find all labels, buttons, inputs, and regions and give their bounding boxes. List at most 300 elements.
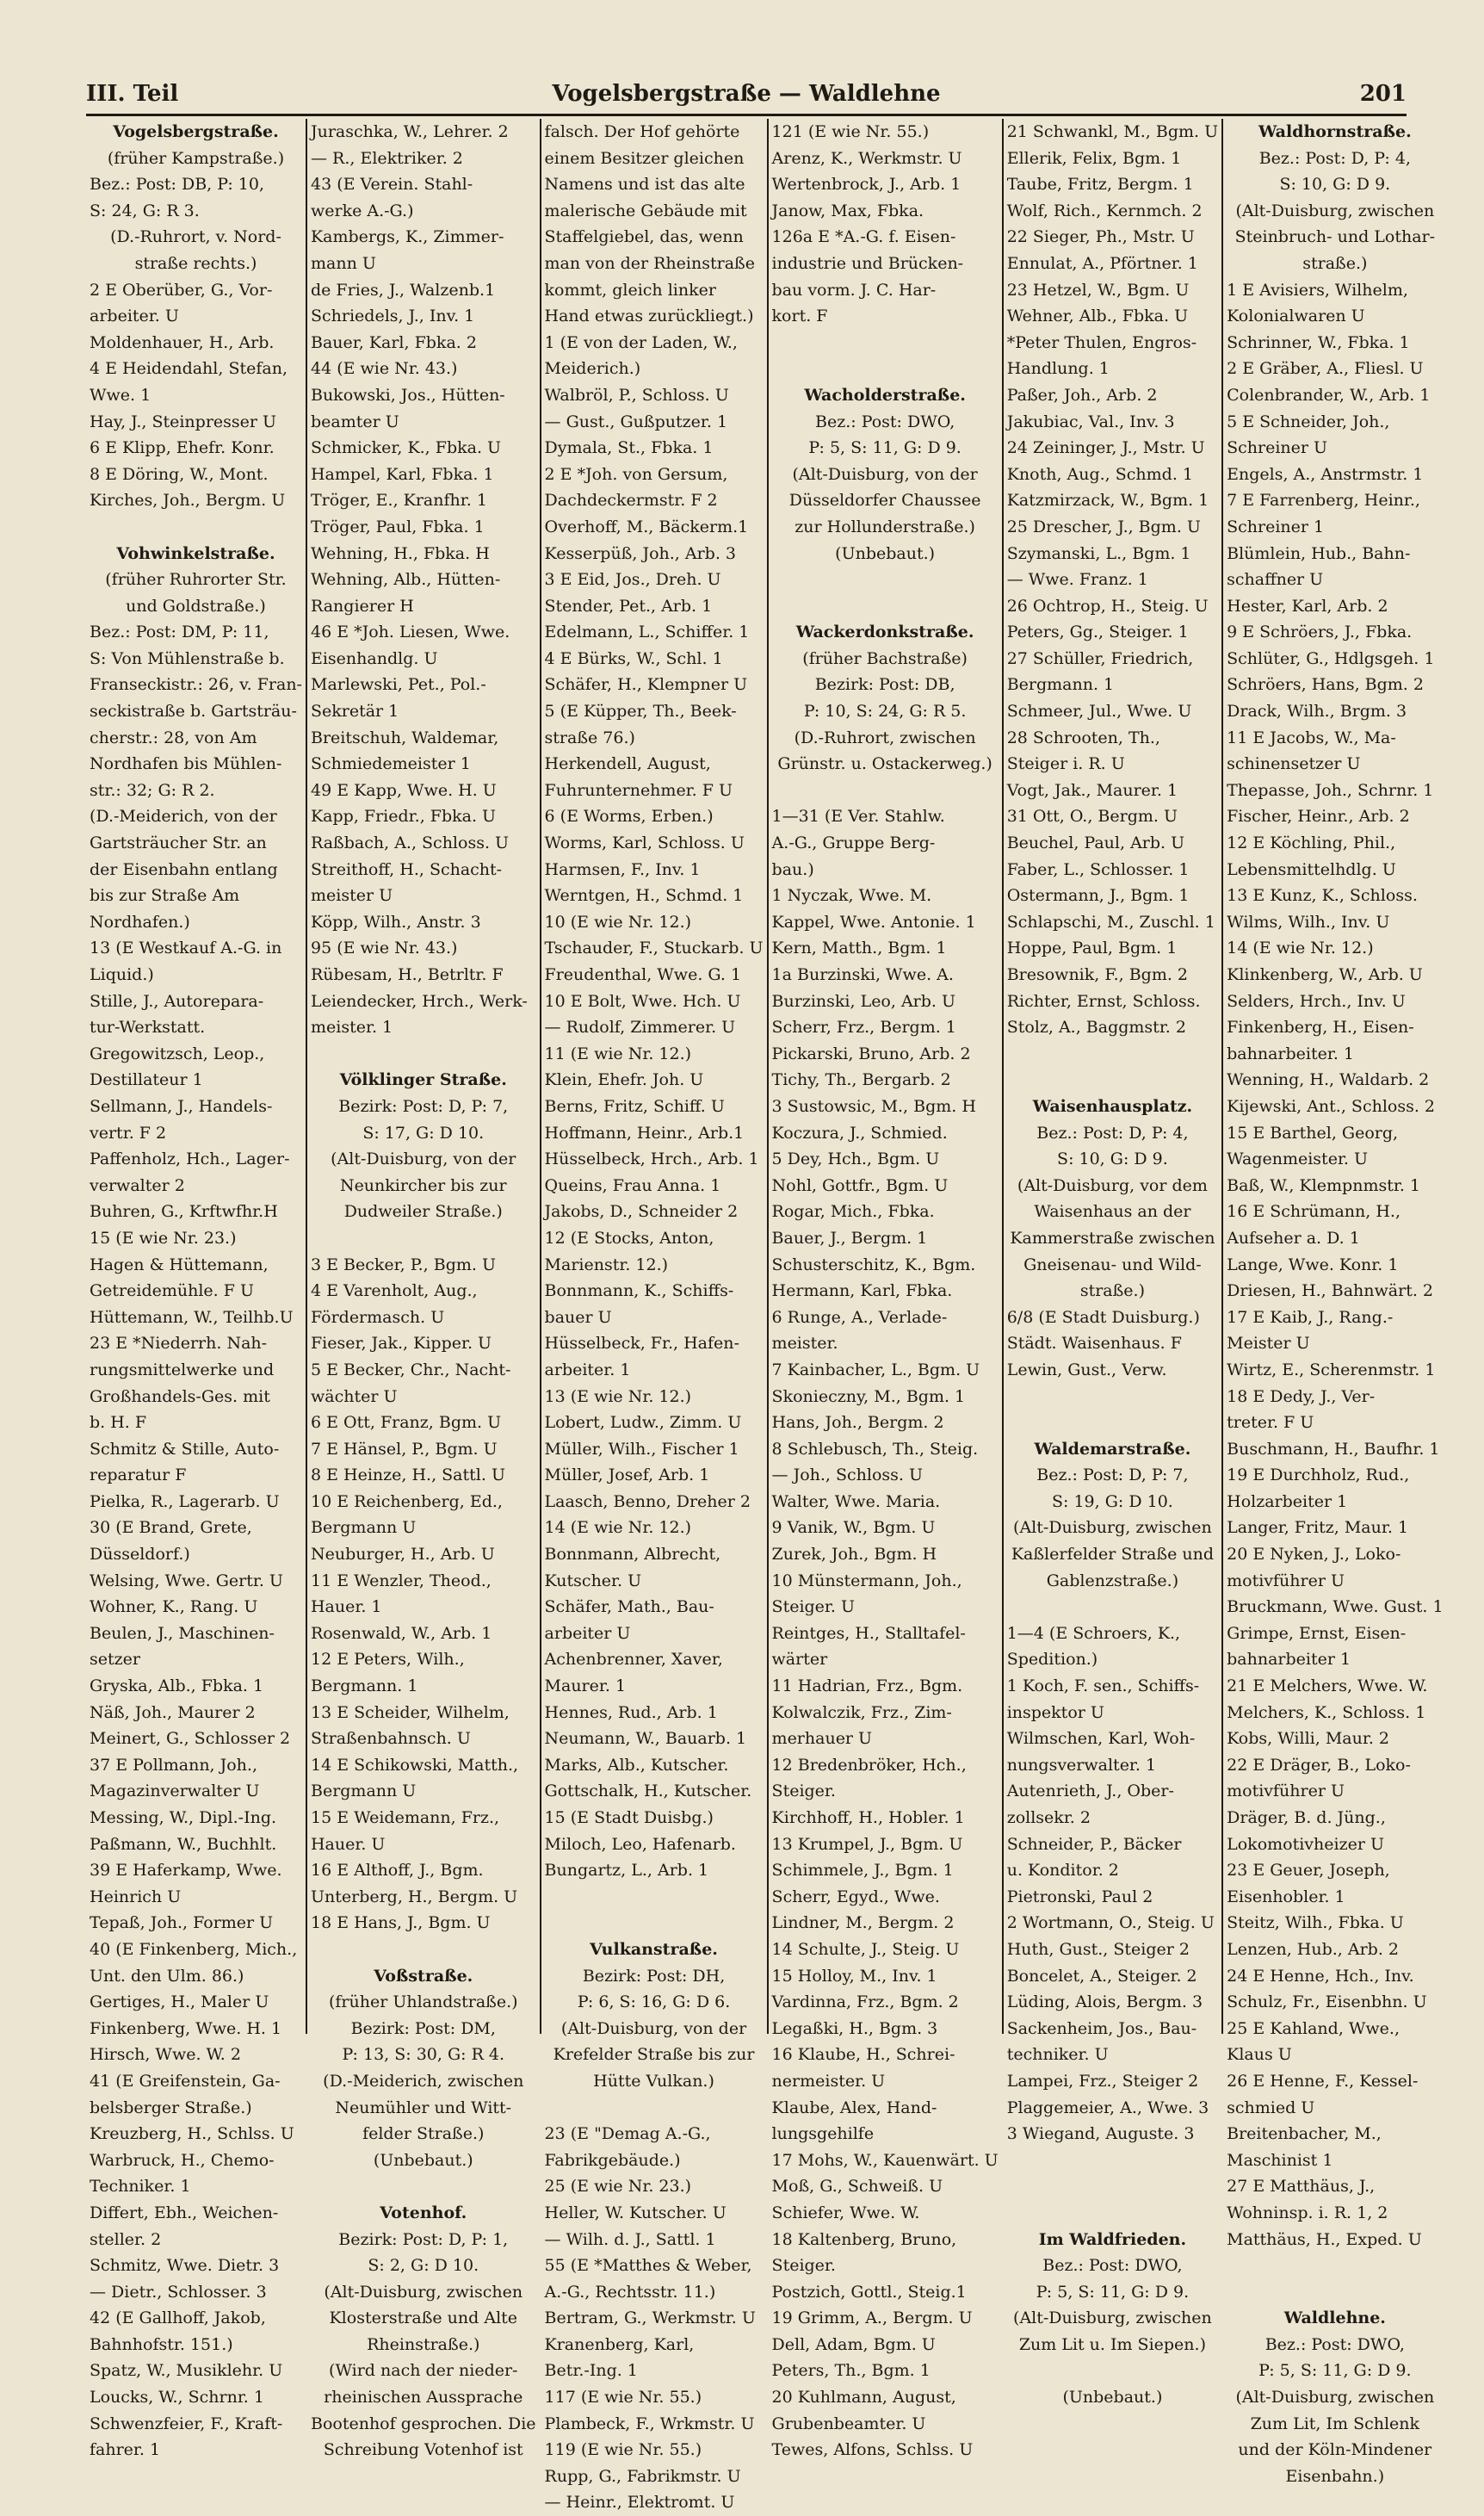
directory-line: (Alt-Duisburg, von der	[331, 1150, 516, 1169]
directory-line: Hoppe, Paul, Bgm. 1	[1006, 939, 1178, 958]
directory-line: Plambeck, F., Wrkmstr. U	[544, 2414, 755, 2433]
directory-line: Neumann, W., Bauarb. 1	[544, 1729, 747, 1749]
spacer	[545, 1910, 764, 1937]
directory-line: 25 E Kahland, Wwe.,	[1227, 2018, 1401, 2038]
directory-line: man von der Rheinstraße	[544, 253, 755, 273]
directory-line: Selders, Hrch., Inv. U	[1227, 991, 1406, 1011]
spacer	[311, 1041, 536, 1068]
directory-line: str.: 32; G: R 2.	[90, 780, 215, 800]
directory-line: Bresownik, F., Bgm. 2	[1006, 965, 1189, 984]
directory-line: S: 24, G: R 3.	[90, 201, 200, 220]
spacer	[1007, 1067, 1218, 1094]
directory-line: 1—31 (E Ver. Stahlw.	[771, 807, 945, 827]
directory-line: Katzmirzack, W., Bgm. 1	[1006, 491, 1209, 511]
directory-line: Bez.: Post: D, P: 4,	[1258, 148, 1411, 168]
directory-line: seckistraße b. Gartsträu-	[90, 702, 297, 722]
directory-line: Messing, W., Dipl.-Ing.	[90, 1808, 277, 1827]
directory-line: 18 Kaltenberg, Bruno,	[771, 2229, 957, 2249]
directory-line: Betr.-Ing. 1	[544, 2361, 638, 2381]
directory-line: Rupp, G., Fabrikmstr. U	[544, 2466, 741, 2486]
directory-line: Harmsen, F., Inv. 1	[544, 859, 701, 879]
directory-line: — R., Elektriker. 2	[310, 148, 463, 168]
directory-line: Tichy, Th., Bergarb. 2	[771, 1070, 951, 1090]
directory-line: Walter, Wwe. Maria.	[771, 1491, 941, 1511]
directory-line: Langer, Fritz, Maur. 1	[1227, 1518, 1409, 1538]
directory-line: 6 E Klipp, Ehefr. Konr.	[90, 438, 275, 458]
directory-line: Hand etwas zurückliegt.)	[544, 307, 754, 326]
directory-line: 1 E Avisiers, Wilhelm,	[1227, 280, 1408, 300]
directory-line: Buhren, G., Krftwfhr.H	[90, 1202, 278, 1222]
directory-line: 15 E Barthel, Georg,	[1227, 1123, 1399, 1143]
directory-line: Bez.: Post: DM, P: 11,	[90, 623, 269, 642]
directory-line: Schlapschi, M., Zuschl. 1	[1006, 912, 1215, 932]
directory-line: 1—4 (E Schroers, K.,	[1006, 1623, 1181, 1643]
directory-line: (D.-Meiderich, zwischen	[323, 2071, 524, 2091]
directory-line: 9 E Schröers, J., Fbka.	[1227, 623, 1413, 642]
directory-line: Aufseher a. D. 1	[1227, 1228, 1360, 1248]
directory-line: 10 (E wie Nr. 12.)	[544, 912, 692, 932]
directory-line: Kapp, Friedr., Fbka. U	[310, 807, 497, 827]
directory-line: Ellerik, Felix, Bgm. 1	[1006, 148, 1182, 168]
directory-line: Eisenhobler. 1	[1227, 1887, 1345, 1906]
directory-line: 21 E Melchers, Wwe. W.	[1227, 1676, 1428, 1696]
directory-line: Müller, Josef, Arb. 1	[544, 1466, 710, 1485]
directory-line: Schwenzfeier, F., Kraft-	[90, 2414, 283, 2433]
directory-line: Kern, Matth., Bgm. 1	[771, 939, 947, 958]
directory-line: Klinkenberg, W., Arb. U	[1227, 965, 1423, 984]
street-heading: Waldhornstraße.	[1258, 122, 1412, 141]
directory-line: — Heinr., Elektromt. U	[544, 2493, 735, 2513]
directory-line: Worms, Karl, Schloss. U	[544, 834, 745, 853]
directory-line: 3 Sustowsic, M., Bgm. H	[771, 1096, 976, 1116]
directory-line: Vogt, Jak., Maurer. 1	[1006, 780, 1178, 800]
directory-line: Düsseldorfer Chaussee	[788, 491, 981, 511]
directory-line: 22 Sieger, Ph., Mstr. U	[1006, 227, 1195, 247]
directory-line: malerische Gebäude mit	[544, 201, 747, 220]
directory-line: 15 (E wie Nr. 23.)	[90, 1228, 237, 1248]
spacer	[772, 356, 999, 382]
directory-line: Wirtz, E., Scherenmstr. 1	[1227, 1360, 1436, 1379]
directory-line: u. Konditor. 2	[1006, 1861, 1119, 1881]
directory-line: 15 Holloy, M., Inv. 1	[771, 1966, 937, 1986]
directory-line: Paßer, Joh., Arb. 2	[1006, 385, 1158, 405]
directory-line: nungsverwalter. 1	[1006, 1755, 1157, 1775]
directory-line: Heller, W. Kutscher. U	[544, 2203, 727, 2222]
directory-line: 1 Koch, F. sen., Schiffs-	[1006, 1676, 1200, 1696]
directory-line: A.-G., Gruppe Berg-	[771, 834, 936, 853]
directory-line: Dymala, St., Fbka. 1	[544, 438, 714, 458]
directory-line: 1 (E von der Laden, W.,	[544, 332, 738, 352]
directory-line: zur Hollunderstraße.)	[795, 517, 975, 536]
directory-line: 39 E Haferkamp, Wwe.	[90, 1861, 282, 1881]
directory-line: Achenbrenner, Xaver,	[544, 1650, 723, 1670]
directory-line: Marlewski, Pet., Pol.-	[310, 675, 486, 695]
page-header	[86, 77, 1407, 116]
directory-line: Bez.: Post: D, P: 7,	[1036, 1466, 1189, 1485]
directory-line: verwalter 2	[90, 1175, 185, 1195]
directory-line: Juraschka, W., Lehrer. 2	[310, 122, 509, 141]
directory-line: Eisenhandlg. U	[310, 648, 438, 668]
directory-line: 23 (E "Demag A.-G.,	[544, 2124, 711, 2144]
directory-line: Buschmann, H., Baufhr. 1	[1227, 1439, 1440, 1459]
directory-line: Franseckistr.: 26, v. Fran-	[90, 675, 302, 695]
directory-line: Köpp, Wilh., Anstr. 3	[310, 912, 481, 932]
directory-line: Schmitz, Wwe. Dietr. 3	[90, 2256, 280, 2276]
directory-line: Schrinner, W., Fbka. 1	[1227, 332, 1410, 352]
directory-line: (Alt-Duisburg, von der	[792, 464, 978, 484]
directory-line: 55 (E *Matthes & Weber,	[544, 2256, 752, 2276]
directory-line: Kambergs, K., Zimmer-	[310, 227, 504, 247]
directory-line: Colenbrander, W., Arb. 1	[1227, 385, 1431, 405]
directory-line: Kirches, Joh., Bergm. U	[90, 491, 286, 511]
directory-line: 95 (E wie Nr. 43.)	[310, 939, 458, 958]
directory-line: Differt, Ebh., Weichen-	[90, 2203, 279, 2222]
directory-line: Kobs, Willi, Maur. 2	[1227, 1729, 1390, 1749]
directory-line: Eisenbahn.)	[1285, 2466, 1385, 2486]
directory-line: 28 Schrooten, Th.,	[1006, 728, 1160, 747]
directory-line: Schmeer, Jul., Wwe. U	[1006, 702, 1192, 722]
directory-line: 25 Drescher, J., Bgm. U	[1006, 517, 1201, 536]
directory-line: Hester, Karl, Arb. 2	[1227, 596, 1388, 616]
directory-line: Paßmann, W., Buchhlt.	[90, 1834, 277, 1854]
directory-line: 5 (E Küpper, Th., Beek-	[544, 702, 737, 722]
directory-line: Müller, Wilh., Fischer 1	[544, 1439, 739, 1459]
directory-line: Gregowitzsch, Leop.,	[90, 1044, 265, 1063]
directory-line: Dudweiler Straße.)	[343, 1202, 503, 1222]
directory-line: Lobert, Ludw., Zimm. U	[544, 1413, 742, 1433]
directory-line: Meister U	[1227, 1334, 1310, 1354]
directory-line: Fabrikgebäude.)	[544, 2150, 681, 2170]
directory-line: Burzinski, Leo, Arb. U	[771, 991, 956, 1011]
directory-line: Stender, Pet., Arb. 1	[544, 596, 713, 616]
directory-line: Jakubiac, Val., Inv. 3	[1006, 412, 1175, 431]
directory-line: Marks, Alb., Kutscher.	[544, 1755, 729, 1775]
directory-line: P: 13, S: 30, G: R 4.	[342, 2045, 505, 2065]
directory-line: zollsekr. 2	[1006, 1808, 1091, 1827]
directory-line: 117 (E wie Nr. 55.)	[544, 2388, 702, 2408]
directory-line: 12 E Köchling, Phil.,	[1227, 834, 1396, 853]
directory-line: Sackenheim, Jos., Bau-	[1006, 2018, 1197, 2038]
directory-line: Neumühler und Witt-	[335, 2098, 512, 2117]
directory-line: Drack, Wilh., Brgm. 3	[1227, 702, 1407, 722]
directory-line: Marienstr. 12.)	[544, 1255, 669, 1274]
directory-line: Szymanski, L., Bgm. 1	[1006, 543, 1191, 563]
directory-line: fahrer. 1	[90, 2440, 161, 2460]
directory-line: Rangierer H	[310, 596, 414, 616]
directory-line: Wehning, H., Fbka. H	[310, 543, 490, 563]
directory-line: 119 (E wie Nr. 55.)	[544, 2440, 702, 2460]
directory-line: Bez.: Post: DWO,	[1042, 2256, 1183, 2276]
page-number: 201	[1359, 81, 1407, 107]
directory-line: bau vorm. J. C. Har-	[771, 280, 937, 300]
directory-line: — Rudolf, Zimmerer. U	[544, 1018, 736, 1038]
directory-line: Finkenberg, Wwe. H. 1	[90, 2018, 282, 2038]
directory-line: Kesserpüß, Joh., Arb. 3	[544, 543, 737, 563]
street-heading: Im Waldfrieden.	[1038, 2229, 1187, 2249]
directory-line: 44 (E wie Nr. 43.)	[310, 359, 458, 379]
directory-line: Fördermasch. U	[310, 1307, 445, 1327]
directory-line: Hüttemann, W., Teilhb.U	[90, 1307, 294, 1327]
directory-line: 26 E Henne, F., Kessel-	[1227, 2071, 1419, 2091]
directory-line: Techniker. 1	[90, 2177, 191, 2197]
directory-line: Paffenholz, Hch., Lager-	[90, 1150, 290, 1169]
directory-line: 31 Ott, O., Bergm. U	[1006, 807, 1178, 827]
directory-line: Moß, G., Schweiß. U	[771, 2177, 943, 2197]
directory-line: Kutscher. U	[544, 1571, 642, 1590]
directory-line: wächter U	[310, 1386, 398, 1406]
directory-line: werke A.-G.)	[310, 201, 414, 220]
directory-line: setzer	[90, 1650, 140, 1670]
directory-line: de Fries, J., Walzenb.1	[310, 280, 496, 300]
directory-line: Hauer. U	[310, 1834, 386, 1854]
directory-line: Bezirk: Post: D, P: 7,	[338, 1096, 509, 1116]
directory-line: Dräger, B. d. Jüng.,	[1227, 1808, 1386, 1827]
directory-line: Janow, Max, Fbka.	[771, 201, 924, 220]
directory-line: 23 E Geuer, Joseph,	[1227, 1861, 1390, 1881]
directory-line: der Eisenbahn entlang	[90, 859, 278, 879]
directory-line: (Alt-Duisburg, zwischen	[1013, 2308, 1212, 2328]
directory-line: 18 E Dedy, J., Ver-	[1227, 1386, 1376, 1406]
directory-line: Wwe. 1	[90, 385, 151, 405]
directory-column	[541, 119, 769, 2513]
directory-line: Bauer, J., Bergm. 1	[771, 1228, 928, 1248]
directory-line: (früher Uhlandstraße.)	[328, 1992, 518, 2012]
directory-line: Lampei, Frz., Steiger 2	[1006, 2071, 1199, 2091]
directory-line: Steinbruch- und Lothar-	[1234, 227, 1436, 247]
spacer	[545, 2095, 764, 2122]
directory-line: Ostermann, J., Bgm. 1	[1006, 886, 1190, 906]
directory-line: bis zur Straße Am	[90, 886, 240, 906]
directory-line: (Alt-Duisburg, vor dem	[1017, 1175, 1208, 1195]
directory-line: (Alt-Duisburg, zwischen	[324, 2282, 523, 2302]
directory-line: Wohner, K., Rang. U	[90, 1597, 258, 1617]
directory-line: 5 E Becker, Chr., Nacht-	[310, 1360, 511, 1379]
directory-line: Welsing, Wwe. Gertr. U	[90, 1571, 283, 1590]
spacer	[311, 2173, 536, 2200]
directory-line: 4 E Varenholt, Aug.,	[310, 1281, 478, 1301]
directory-line: Maschinist 1	[1227, 2150, 1333, 2170]
spacer	[311, 1937, 536, 1963]
directory-line: P: 6, S: 16, G: D 6.	[577, 1992, 731, 2012]
street-heading: Voßstraße.	[374, 1966, 473, 1986]
directory-line: Bergmann U	[310, 1518, 417, 1538]
directory-line: Lokomotivheizer U	[1227, 1834, 1384, 1854]
directory-line: 49 E Kapp, Wwe. H. U	[310, 780, 497, 800]
street-heading: Völklinger Straße.	[339, 1070, 507, 1090]
directory-line: Großhandels-Ges. mit	[90, 1386, 270, 1406]
directory-line: Bruckmann, Wwe. Gust. 1	[1227, 1597, 1444, 1617]
spacer	[1007, 2358, 1218, 2384]
directory-line: Bezirk: Post: DH,	[582, 1966, 726, 1986]
running-title: Vogelsbergstraße — Waldlehne	[552, 81, 941, 107]
directory-line: Herkendell, August,	[544, 754, 711, 774]
directory-line: — Joh., Schloss. U	[771, 1466, 923, 1485]
directory-line: Kijewski, Ant., Schloss. 2	[1227, 1096, 1436, 1116]
directory-columns	[86, 119, 1444, 2513]
directory-line: 19 E Durchholz, Rud.,	[1227, 1466, 1410, 1485]
directory-line: (früher Kampstraße.)	[107, 148, 285, 168]
directory-line: Peters, Th., Bgm. 1	[771, 2361, 931, 2381]
directory-line: 12 (E Stocks, Anton,	[544, 1228, 714, 1248]
directory-line: Hüsselbeck, Fr., Hafen-	[544, 1334, 739, 1354]
spacer	[311, 1225, 536, 1252]
directory-line: 16 E Althoff, J., Bgm.	[310, 1861, 484, 1881]
directory-line: 23 Hetzel, W., Bgm. U	[1006, 280, 1190, 300]
directory-line: Wagenmeister. U	[1227, 1150, 1369, 1169]
directory-line: Bergmann. 1	[310, 1676, 418, 1696]
spacer	[1007, 1410, 1218, 1436]
directory-line: merhauer U	[771, 1729, 873, 1749]
directory-line: Streithoff, H., Schacht-	[310, 859, 503, 879]
directory-line: Plaggemeier, A., Wwe. 3	[1006, 2098, 1209, 2117]
directory-line: Fischer, Heinr., Arb. 2	[1227, 807, 1410, 827]
directory-line: Hampel, Karl, Fbka. 1	[310, 464, 494, 484]
directory-line: Bonnmann, K., Schiffs-	[544, 1281, 734, 1301]
directory-line: 13 (E wie Nr. 12.)	[544, 1386, 692, 1406]
spacer	[1227, 2253, 1443, 2279]
directory-line: 2 E Oberüber, G., Vor-	[90, 280, 273, 300]
directory-line: Kaßlerfelder Straße und	[1011, 1545, 1214, 1565]
directory-line: Kirchhoff, H., Hobler. 1	[771, 1808, 965, 1827]
directory-line: Taube, Fritz, Bergm. 1	[1006, 175, 1194, 195]
directory-line: Schmicker, K., Fbka. U	[310, 438, 502, 458]
directory-line: Spatz, W., Musiklehr. U	[90, 2361, 283, 2381]
directory-line: Richter, Ernst, Schloss.	[1006, 991, 1201, 1011]
directory-line: Freudenthal, Wwe. G. 1	[544, 965, 742, 984]
directory-line: Bez.: Post: DB, P: 10,	[90, 175, 265, 195]
directory-line: Tschauder, F., Stuckarb. U	[544, 939, 764, 958]
street-heading: Wacholderstraße.	[804, 385, 966, 405]
directory-line: Handlung. 1	[1006, 359, 1110, 379]
directory-line: schmied U	[1227, 2098, 1315, 2117]
directory-line: Hermann, Karl, Fbka.	[771, 1281, 953, 1301]
directory-line: 14 E Schikowski, Matth.,	[310, 1755, 519, 1775]
directory-line: Lenzen, Hub., Arb. 2	[1227, 1939, 1400, 1959]
directory-line: Breitenbacher, M.,	[1227, 2124, 1382, 2144]
street-heading: Vulkanstraße.	[590, 1939, 718, 1959]
directory-line: 121 (E wie Nr. 55.)	[771, 122, 930, 141]
directory-line: (Alt-Duisburg, von der	[560, 2018, 747, 2038]
directory-line: 1a Burzinski, Wwe. A.	[771, 965, 954, 984]
directory-line: kort. F	[771, 307, 828, 326]
directory-line: 30 (E Brand, Grete,	[90, 1518, 252, 1538]
directory-line: — Wwe. Franz. 1	[1006, 570, 1148, 590]
directory-line: Schmiedemeister 1	[310, 754, 471, 774]
directory-line: Matthäus, H., Exped. U	[1227, 2229, 1422, 2249]
directory-line: 11 (E wie Nr. 12.)	[544, 1044, 692, 1063]
directory-line: treter. F U	[1227, 1413, 1314, 1433]
directory-line: Kolwalczik, Frz., Zim-	[771, 1702, 952, 1722]
directory-line: Edelmann, L., Schiffer. 1	[544, 623, 750, 642]
directory-line: Näß, Joh., Maurer 2	[90, 1702, 256, 1722]
directory-line: Wilms, Wilh., Inv. U	[1227, 912, 1390, 932]
directory-line: Destillateur 1	[90, 1070, 203, 1090]
directory-line: Hennes, Rud., Arb. 1	[544, 1702, 718, 1722]
directory-line: 6 E Ott, Franz, Bgm. U	[310, 1413, 502, 1433]
directory-column	[1004, 119, 1223, 2408]
directory-line: (früher Ruhrorter Str.	[105, 570, 287, 590]
directory-line: S: 19, G: D 10.	[1052, 1491, 1173, 1511]
directory-line: 7 E Farrenberg, Heinr.,	[1227, 491, 1420, 511]
directory-line: Unterberg, H., Bergm. U	[310, 1887, 518, 1906]
directory-line: Dachdeckermstr. F 2	[544, 491, 718, 511]
directory-line: Wolf, Rich., Kernmch. 2	[1006, 201, 1203, 220]
directory-line: Reintges, H., Stalltafel-	[771, 1623, 966, 1643]
directory-line: 13 Krumpel, J., Bgm. U	[771, 1834, 963, 1854]
directory-line: und der Köln-Mindener	[1238, 2440, 1432, 2460]
directory-line: Jakobs, D., Schneider 2	[544, 1202, 739, 1222]
directory-line: P: 10, S: 24, G: R 5.	[803, 702, 967, 722]
directory-line: Wehner, Alb., Fbka. U	[1006, 307, 1189, 326]
directory-line: 5 E Schneider, Joh.,	[1227, 412, 1390, 431]
directory-line: Koczura, J., Schmied.	[771, 1123, 948, 1143]
directory-line: Gablenzstraße.)	[1046, 1571, 1179, 1590]
directory-line: Klaube, Alex, Hand-	[771, 2098, 937, 2117]
directory-line: Driesen, H., Bahnwärt. 2	[1227, 1281, 1433, 1301]
directory-line: Schiefer, Wwe. W.	[771, 2203, 920, 2222]
directory-line: Bezirk: Post: DM,	[350, 2018, 496, 2038]
directory-line: Pielka, R., Lagerarb. U	[90, 1491, 280, 1511]
directory-line: 40 (E Finkenberg, Mich.,	[90, 1939, 298, 1959]
directory-line: S: 10, G: D 9.	[1057, 1150, 1168, 1169]
directory-line: 27 E Matthäus, J.,	[1227, 2177, 1376, 2197]
directory-line: Liquid.)	[90, 965, 154, 984]
directory-line: motivführer U	[1227, 1782, 1345, 1801]
directory-line: Kammerstraße zwischen	[1010, 1228, 1215, 1248]
directory-line: Krefelder Straße bis zur	[553, 2045, 755, 2065]
directory-line: Gneisenau- und Wild-	[1023, 1255, 1202, 1274]
directory-line: Wohninsp. i. R. 1, 2	[1227, 2203, 1388, 2222]
street-heading: Waisenhausplatz.	[1032, 1096, 1193, 1116]
directory-line: 5 Dey, Hch., Bgm. U	[771, 1150, 940, 1169]
directory-line: Schusterschitz, K., Bgm.	[771, 1255, 976, 1274]
directory-line: meister.	[771, 1334, 838, 1354]
directory-line: Namens und ist das alte	[544, 175, 745, 195]
directory-line: Schneider, P., Bäcker	[1006, 1834, 1182, 1854]
directory-line: 2 E Gräber, A., Fliesl. U	[1227, 359, 1424, 379]
directory-line: industrie und Brücken-	[771, 253, 964, 273]
directory-line: Kreuzberg, H., Schlss. U	[90, 2124, 294, 2144]
directory-line: 6/8 (E Stadt Duisburg.)	[1006, 1307, 1200, 1327]
directory-line: Hirsch, Wwe. W. 2	[90, 2045, 241, 2065]
directory-line: Schimmele, J., Bgm. 1	[771, 1861, 954, 1881]
directory-line: Staffelgiebel, das, wenn	[544, 227, 744, 247]
directory-line: 3 E Eid, Jos., Dreh. U	[544, 570, 721, 590]
directory-line: 14 (E wie Nr. 12.)	[544, 1518, 692, 1538]
directory-line: einem Besitzer gleichen	[544, 148, 745, 168]
street-heading: Waldemarstraße.	[1034, 1439, 1191, 1459]
directory-line: 27 Schüller, Friedrich,	[1006, 648, 1194, 668]
directory-line: Hüsselbeck, Hrch., Arb. 1	[544, 1150, 759, 1169]
directory-line: (Unbebaut.)	[373, 2150, 473, 2170]
directory-line: Fuhrunternehmer. F U	[544, 780, 733, 800]
directory-line: P: 5, S: 11, G: D 9.	[1036, 2282, 1190, 2302]
directory-column	[307, 119, 541, 2460]
directory-line: Nordhafen.)	[90, 912, 190, 932]
directory-line: bau.)	[771, 859, 814, 879]
directory-line: Berns, Fritz, Schiff. U	[544, 1096, 725, 1116]
directory-line: Bungartz, L., Arb. 1	[544, 1861, 709, 1881]
directory-line: Schäfer, Math., Bau-	[544, 1597, 714, 1617]
directory-line: Gertiges, H., Maler U	[90, 1992, 269, 2012]
directory-line: Scherr, Egyd., Wwe.	[771, 1887, 940, 1906]
street-heading: Votenhof.	[380, 2203, 467, 2222]
directory-line: 46 E *Joh. Liesen, Wwe.	[310, 623, 510, 642]
directory-line: 126a E *A.-G. f. Eisen-	[771, 227, 956, 247]
directory-line: Steitz, Wilh., Fbka. U	[1227, 1913, 1404, 1933]
directory-line: 14 Schulte, J., Steig. U	[771, 1939, 960, 1959]
directory-line: Autenrieth, J., Ober-	[1006, 1782, 1174, 1801]
